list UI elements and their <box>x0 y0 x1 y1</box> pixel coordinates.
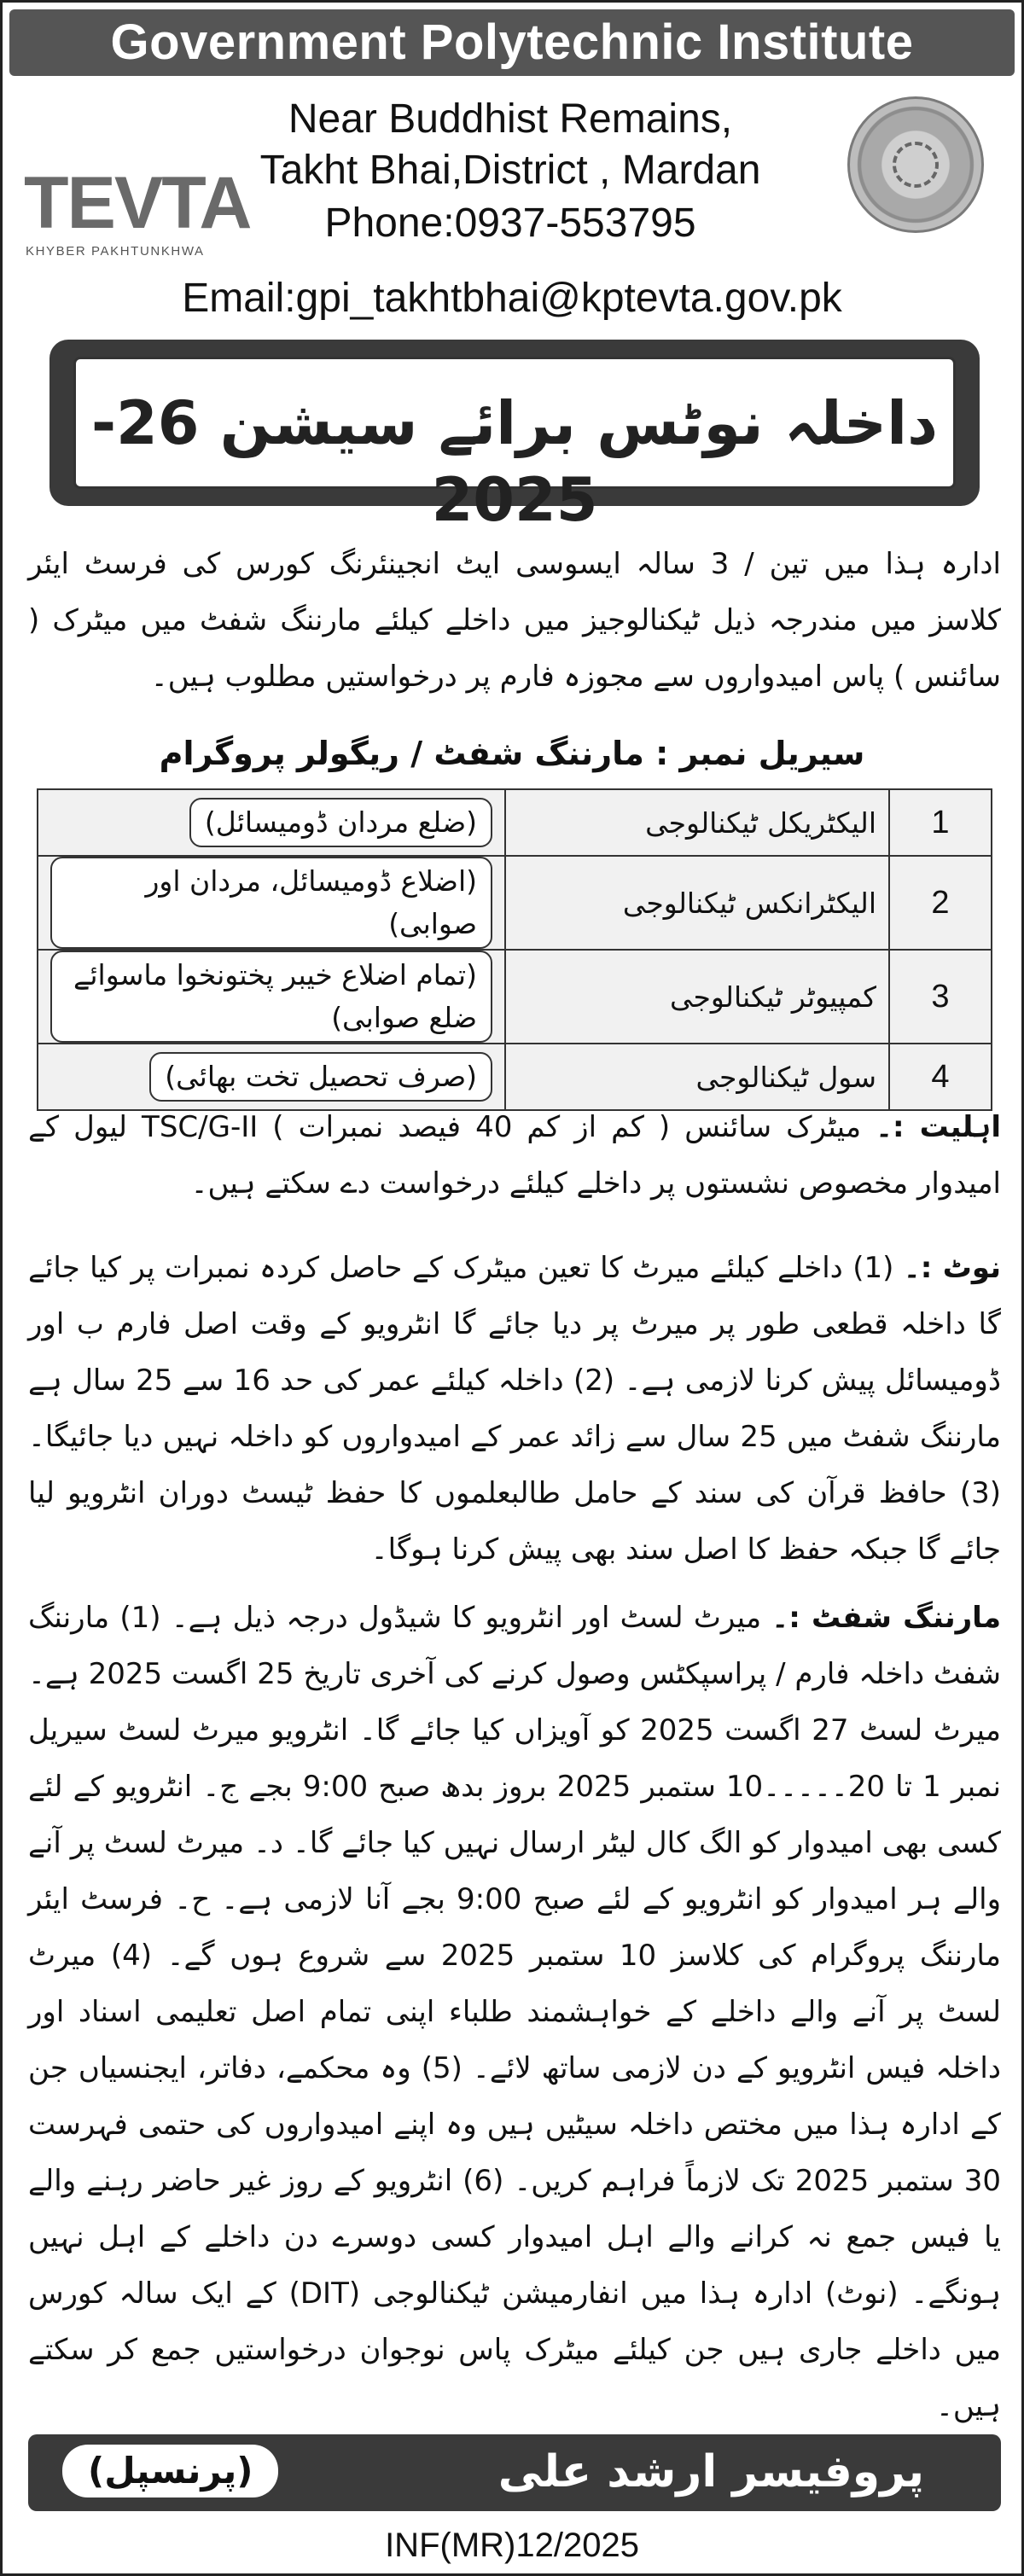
eligibility-text: میٹرک سائنس ( کم از کم 40 فیصد نمبرات ) TSC/G-II لیول کے امیدوار مخصوص نشستوں پر داخلے کیلئے درخواست دے سکتے ہیں۔ <box>28 1110 1001 1201</box>
institute-title: Government Polytechnic Institute <box>110 15 914 70</box>
note-text: (1) داخلے کیلئے میرٹ کا تعین میٹرک کے حاصل کردہ نمبرات پر کیا جائے گا داخلہ قطعی طور پر میرٹ پر دیا جائے گا انٹرویو کے وقت اصل فارم ب اور ڈومیسائل پیش کرنا لازمی ہے۔ (2) داخلہ کیلئے عمر کی حد 16 سے 25 سال ہے مارننگ شفٹ میں 25 سال سے زائد عمر کے امیدواروں کو داخلہ نہیں دیا جائیگا۔ (3) حافظ قرآن کی سند کے حامل طالبعلموں کا حفظ ٹیسٹ دوران انٹرویو لیا جائے گا جبکہ حفظ کا اصل سند بھی پیش کرنا ہوگا۔ <box>28 1251 1001 1567</box>
principal-name: پروفیسر ارشد علی <box>497 2446 924 2497</box>
address-line-2: Takht Bhai,District , Mardan <box>259 148 761 193</box>
institute-seal-icon <box>847 96 984 233</box>
programs-table <box>37 788 992 1111</box>
program-number: 4 <box>889 1044 992 1110</box>
institute-title-bar <box>9 9 1015 76</box>
signature-bar <box>28 2434 1001 2511</box>
address-line-1: Near Buddhist Remains, <box>288 96 733 142</box>
table-row <box>38 950 992 1044</box>
note-paragraph <box>28 1240 1001 1581</box>
morning-shift-paragraph <box>28 1590 1002 2423</box>
table-row <box>38 789 992 856</box>
morning-shift-text: میرٹ لسٹ اور انٹرویو کا شیڈول درجہ ذیل ہے۔ (1) مارننگ شفٹ داخلہ فارم / پراسپکٹس وصول کرنے کی آخری تاریخ 25 اگست 2025 ہے۔ میرٹ لسٹ 27 اگست 2025 کو آویزاں کیا جائے گا۔ انٹرویو میرٹ لسٹ سیریل نمبر 1 تا 20۔۔۔۔۔10 ستمبر 2025 بروز بدھ صبح 9:00 بجے ج۔ انٹرویو کے لئے کسی بھی امیدوار کو الگ کال لیٹر ارسال نہیں کیا جائے گا۔ د۔ میرٹ لسٹ پر آنے والے ہر امیدوار کو انٹرویو کے لئے صبح 9:00 بجے آنا لازمی ہے۔ ح۔ فرسٹ ایئر مارننگ پروگرام کی کلاسز 10 ستمبر 2025 سے شروع ہوں گے۔ (4) میرٹ لسٹ پر آنے والے داخلے کے خواہشمند طلباء اپنی تمام اصل تعلیمی اسناد اور داخلہ فیس انٹرویو کے دن لازمی ساتھ لائے۔ (5) وہ محکمے، دفاتر، ایجنسیاں جن کے ادارہ ہذا میں مختص داخلہ سیٹیں ہیں وہ اپنے امیدواروں کی حتمی فہرست 30 ستمبر 2025 تک لازماً فراہم کریں۔ (6) انٹرویو کے روز غیر حاضر رہنے والے یا فیس جمع نہ کرانے والے اہل امیدوار کسی دوسرے دن داخلے کے اہل نہیں ہونگے۔ (نوٹ) ادارہ ہذا میں انفارمیشن ٹیکنالوجی (DIT) کے ایک سالہ کورس میں داخلے جاری ہیں جن کیلئے میٹرک پاس نوجوان درخواستیں جمع کر سکتے ہیں۔ <box>28 1601 1002 2423</box>
eligibility-label: اہلیت :۔ <box>876 1110 1001 1144</box>
tevta-logo-subtext: KHYBER PAKHTUNKHWA <box>26 244 205 259</box>
program-number: 2 <box>889 856 992 950</box>
reference-number: INF(MR)12/2025 <box>385 2527 639 2564</box>
morning-shift-label: مارننگ شفٹ :۔ <box>771 1601 1002 1635</box>
table-row <box>38 856 992 950</box>
program-name: الیکٹریکل ٹیکنالوجی <box>505 789 889 856</box>
program-domicile: (اضلاع ڈومیسائل، مردان اور صوابی) <box>50 857 492 949</box>
phone-number: Phone:0937-553795 <box>324 201 696 246</box>
program-domicile: (تمام اضلاع خیبر پختونخوا ماسوائے ضلع صوابی) <box>50 951 492 1043</box>
note-label: نوٹ :۔ <box>903 1251 1002 1285</box>
program-domicile: (ضلع مردان ڈومیسائل) <box>189 798 492 847</box>
tevta-logo-text: TEVTA <box>24 162 251 244</box>
program-domicile: (صرف تحصیل تخت بھائی) <box>149 1052 492 1102</box>
program-name: کمپیوٹر ٹیکنالوجی <box>505 950 889 1044</box>
notice-banner <box>49 340 980 535</box>
program-number: 1 <box>889 789 992 856</box>
intro-paragraph: ادارہ ہذا میں تین / 3 سالہ ایسوسی ایٹ انجینئرنگ کورس کی فرسٹ ایئر کلاسز میں مندرجہ ذیل ٹیکنالوجیز میں داخلے کیلئے مارننگ شفٹ میں میٹرک ( سائنس ) پاس امیدواروں سے مجوزہ فارم پر درخواستیں مطلوب ہیں۔ <box>28 547 1001 694</box>
principal-title: (پرنسپل) <box>62 2445 278 2497</box>
program-heading: سیریل نمبر : مارننگ شفٹ / ریگولر پروگرام <box>159 735 865 772</box>
tevta-logo <box>24 162 251 259</box>
eligibility-paragraph <box>28 1099 1001 1218</box>
program-name: الیکٹرانکس ٹیکنالوجی <box>505 856 889 950</box>
program-number: 3 <box>889 950 992 1044</box>
program-name: سول ٹیکنالوجی <box>505 1044 889 1110</box>
email-address: Email:gpi_takhtbhai@kptevta.gov.pk <box>182 276 842 321</box>
notice-banner-title: داخلہ نوٹس برائے سیشن 26-2025 <box>90 388 939 535</box>
